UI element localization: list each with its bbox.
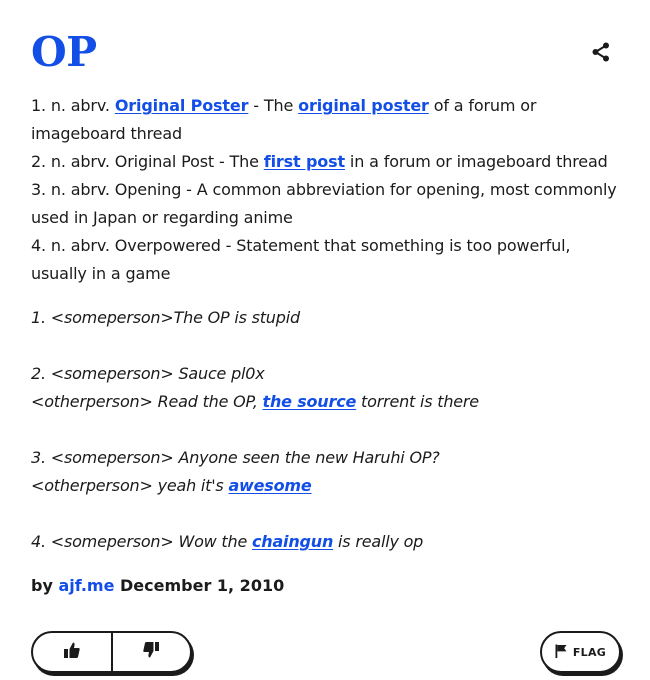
def1-suffix: of a forum or imageboard thread [31,96,537,143]
def1-prefix: 1. n. abrv. [31,96,115,115]
ex2b-suffix: torrent is there [356,392,479,411]
def1-mid: - The [248,96,299,115]
link-original-poster-2[interactable]: original poster [298,96,429,115]
example-line-2a: 2. <someperson> Sauce pl0x [31,364,265,383]
definition-line-3: 3. n. abrv. Opening - A common abbreviation for opening, most commonly used in Japan or regarding anime [31,180,617,227]
example-line-3a: 3. <someperson> Anyone seen the new Haruhi OP? [31,448,440,467]
thumbs-down-icon [142,641,160,663]
flag-button[interactable] [540,631,621,673]
thumbs-up-icon [63,641,81,663]
link-the-source[interactable]: the source [262,392,357,411]
definition-meaning [31,92,626,288]
vote-buttons [31,631,192,673]
share-icon[interactable] [590,41,612,63]
ex4-suffix: is really op [333,532,424,551]
example-line-3b [31,472,626,500]
definition-line-2 [31,148,626,176]
contributor [31,572,284,600]
link-awesome[interactable]: awesome [228,476,312,495]
definition-line-1 [31,92,626,148]
upvote-button[interactable] [33,633,113,671]
link-first-post[interactable]: first post [263,152,345,171]
example-line-1: 1. <someperson>The OP is stupid [31,308,300,327]
link-chaingun[interactable]: chaingun [251,532,334,551]
def2-prefix: 2. n. abrv. Original Post - The [31,152,264,171]
contributor-date: December 1, 2010 [114,576,285,595]
contributor-by: by [31,576,59,595]
ex3b-prefix: <otherperson> yeah it's [31,476,229,495]
definition-line-4: 4. n. abrv. Overpowered - Statement that something is too powerful, usually in a game [31,236,571,283]
ex2b-prefix: <otherperson> Read the OP, [31,392,263,411]
flag-icon [555,643,567,662]
ex4-prefix: 4. <someperson> Wow the [31,532,252,551]
example-line-2b [31,388,626,416]
definition-example [31,304,626,556]
link-original-poster[interactable]: Original Poster [114,96,249,115]
downvote-button[interactable] [113,633,191,671]
flag-label: FLAG [572,645,607,659]
def2-suffix: in a forum or imageboard thread [344,152,608,171]
example-line-4 [31,528,626,556]
author-link[interactable]: ajf.me [58,576,115,595]
word-title[interactable]: OP [31,28,97,76]
